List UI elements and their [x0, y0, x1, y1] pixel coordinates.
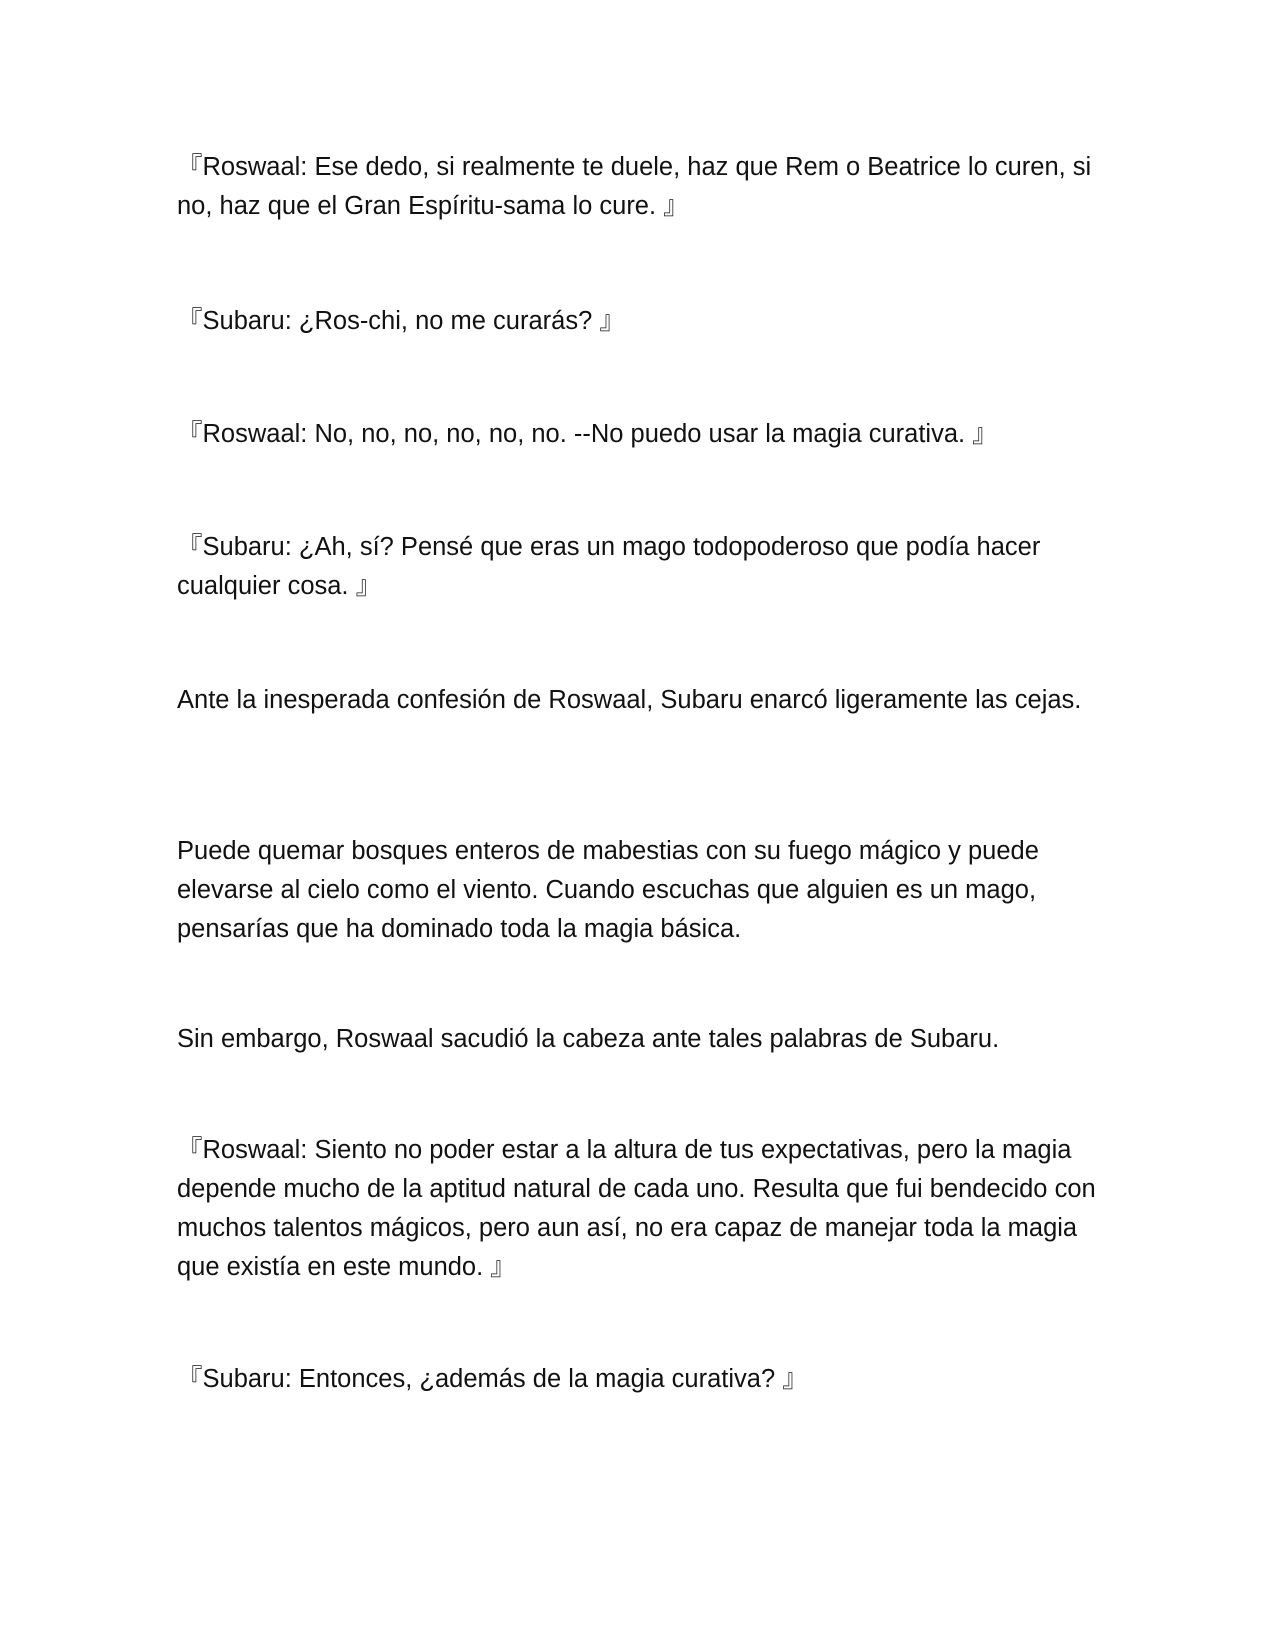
dialogue-roswaal-aptitude: 『Roswaal: Siento no poder estar a la altura de tus expectativas, pero la magia depende mucho de la aptitud natural de cada uno. Resulta que fui bendecido con muchos talentos mágicos, pero aun así, no era capaz de manejar toda la magia que existía en este mundo. 』 [177, 1136, 1103, 1281]
narration-magic-ability: Puede quemar bosques enteros de mabestias con su fuego mágico y puede elevarse al cielo como el viento. Cuando escuchas que alguien es un mago, pensarías que ha dominado toda la magia básica. [177, 837, 1046, 943]
dialogue-subaru-besides: 『Subaru: Entonces, ¿además de la magia curativa? 』 [177, 1365, 808, 1393]
narration-head-shake: Sin embargo, Roswaal sacudió la cabeza ante tales palabras de Subaru. [177, 1025, 1000, 1053]
dialogue-roswaal-no-healing: 『Roswaal: No, no, no, no, no, no. --No puedo usar la magia curativa. 』 [177, 420, 998, 448]
narration-confession: Ante la inesperada confesión de Roswaal, Subaru enarcó ligeramente las cejas. [177, 686, 1082, 714]
dialogue-roswaal-finger: 『Roswaal: Ese dedo, si realmente te duele, haz que Rem o Beatrice lo curen, si no, haz que el Gran Espíritu-sama lo cure. 』 [177, 153, 1099, 220]
dialogue-subaru-heal-question: 『Subaru: ¿Ros-chi, no me curarás? 』 [177, 307, 625, 335]
dialogue-subaru-almighty: 『Subaru: ¿Ah, sí? Pensé que eras un mago todopoderoso que podía hacer cualquier cosa. 』 [177, 533, 1048, 600]
